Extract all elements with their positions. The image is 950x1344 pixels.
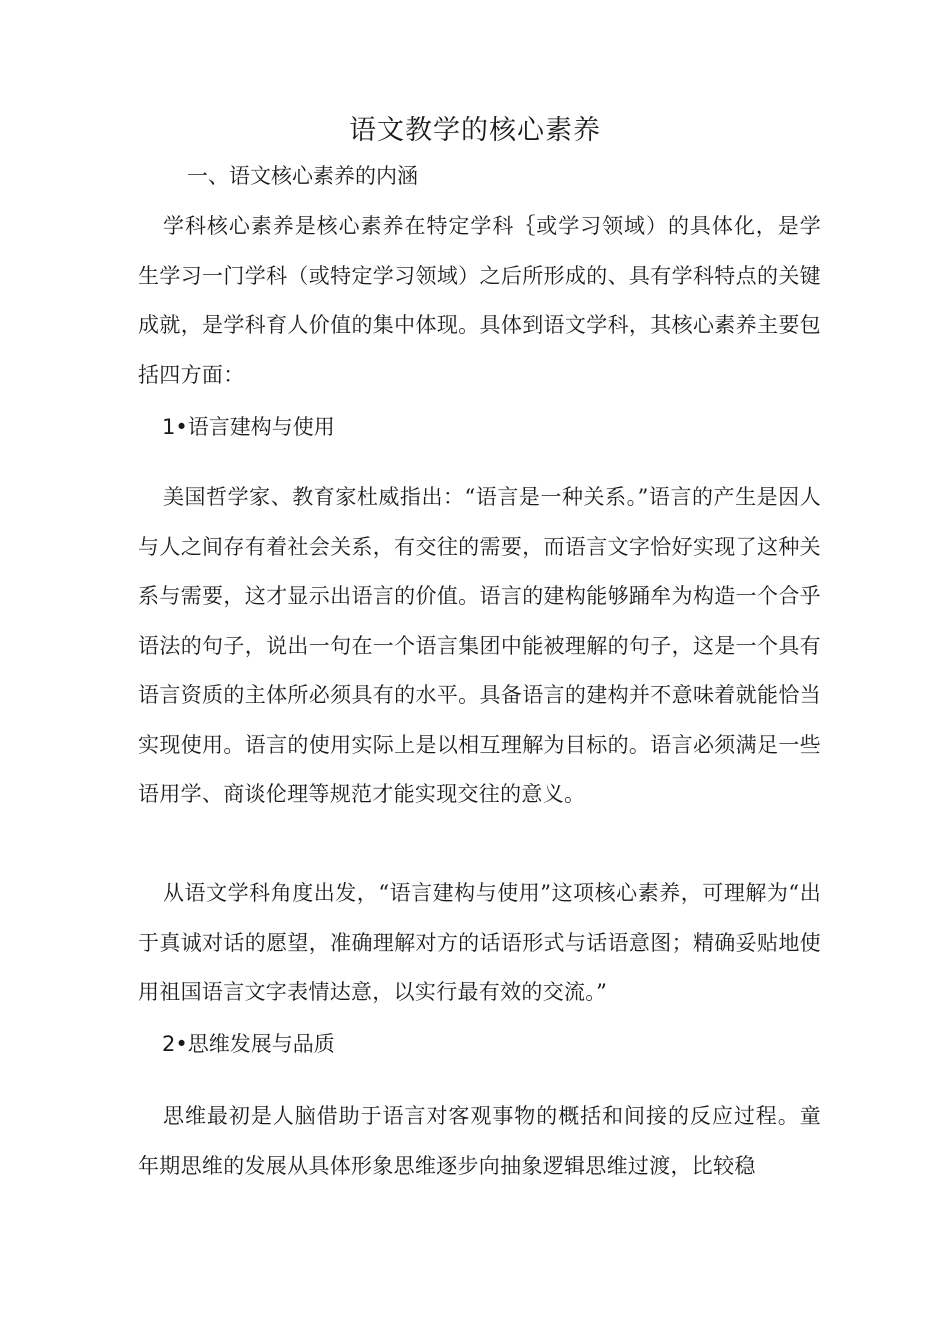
paragraph-thinking: 思维最初是人脑借助于语言对客观事物的概括和间接的反应过程。童年期思维的发展从具体形象思维逐步向抽象逻辑思维过渡，比较稳 [138,1104,821,1178]
document-title: 语文教学的核心素养 [349,115,601,146]
paragraph-dewey: 美国哲学家、教育家杜威指出：“语言是一种关系。”语言的产生是因人与人之间存有着社会关系，有交往的需要，而语言文字恰好实现了这种关系与需要，这才显示出语言的价值。语言的建构能够踊牟为构造一个合乎语法的句子，说出一句在一个语言集团中能被理解的句子，这是一个具有语言资质的主体所必须具有的水平。具备语言的建构并不意味着就能恰当实现使用。语言的使用实际上是以相互理解为目标的。语言必须满足一些语用学、商谈伦理等规范才能实现交往的意义。 [138,485,821,806]
subheading-text: 思维发展与品质 [187,1032,335,1056]
subheading-thinking [162,1027,335,1061]
paragraph-intro: 学科核心素养是核心素养在特定学科｛或学习领域）的具体化，是学生学习一门学科（或特定学习领域）之后所形成的、具有学科特点的关键成就，是学科育人价值的集中体现。具体到语文学科，其核心素养主要包括四方面： [138,214,821,387]
subheading-language [162,410,335,444]
subheading-text: 语言建构与使用 [187,415,335,439]
paragraph-subject-view: 从语文学科角度出发，“语言建构与使用”这项核心素养，可理解为“出于真诚对话的愿望，准确理解对方的话语形式与话语意图；精确妥贴地使用祖国语言文字表情达意，以实行最有效的交流。” [138,881,821,1004]
section-heading: 一、语文核心素养的内涵 [187,164,418,188]
subheading-number: 1• [162,415,188,439]
subheading-number: 2• [162,1032,188,1056]
